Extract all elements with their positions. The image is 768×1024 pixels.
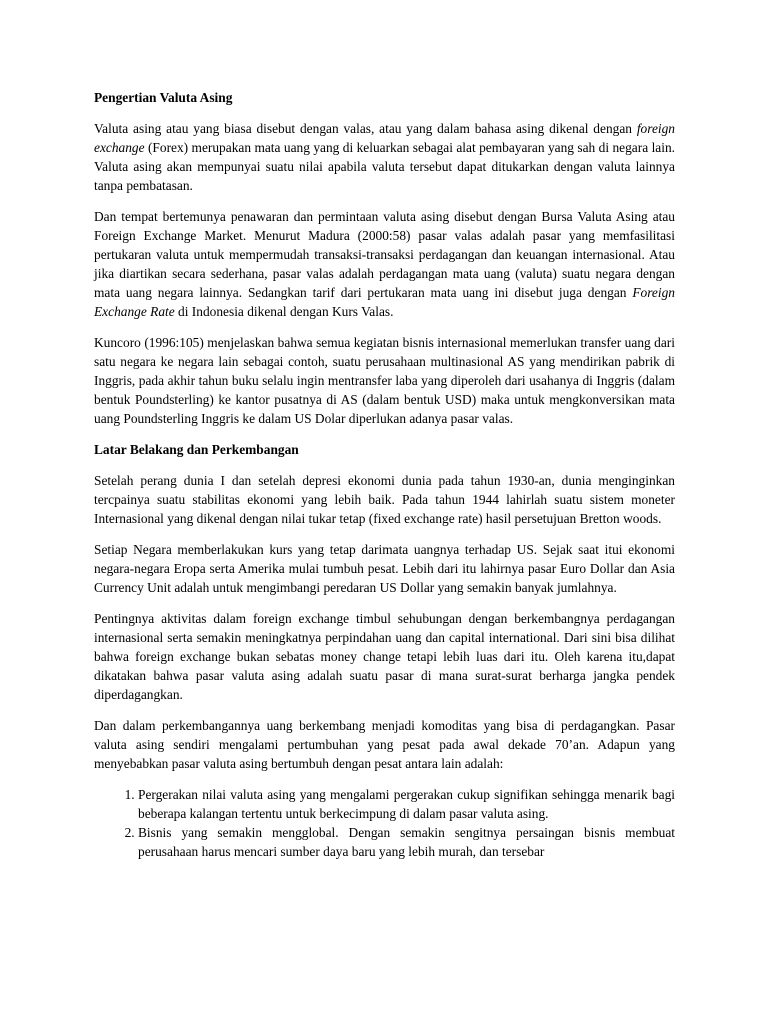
text-run: Latar Belakang dan Perkembangan (94, 442, 299, 457)
text-run: Dan tempat bertemunya penawaran dan permintaan valuta asing disebut dengan Bursa Valuta Asing atau Foreign Exchange Market. Menurut Madura (2000:58) pasar valas adalah pasar yang memfasilitasi pertukaran valuta untuk mempermudah transaksi-transaksi perdagangan dan keuangan internasional. Atau jika diartikan secara sederhana, pasar valas adalah perdagangan mata uang (valuta) suatu negara dengan mata uang negara lainnya. Sedangkan tarif dari pertukaran mata uang ini disebut juga dengan (94, 209, 675, 300)
text-run: Bisnis yang semakin mengglobal. Dengan semakin sengitnya persaingan bisnis membuat perusahaan harus mencari sumber daya baru yang lebih murah, dan tersebar (138, 825, 675, 859)
paragraph (94, 207, 675, 321)
text-run: di Indonesia dikenal dengan Kurs Valas. (174, 304, 394, 319)
paragraph (94, 540, 675, 597)
list-item (138, 823, 675, 861)
list-item (138, 785, 675, 823)
document-content (94, 88, 675, 861)
text-run: Foreign Exchange Rate (94, 285, 675, 319)
numbered-list (94, 785, 675, 861)
section-heading (94, 440, 675, 459)
text-run: Pengertian Valuta Asing (94, 90, 233, 105)
text-run: Setelah perang dunia I dan setelah depresi ekonomi dunia pada tahun 1930-an, dunia menginginkan tercpainya suatu stabilitas ekonomi yang lebih baik. Pada tahun 1944 lahirlah suatu sistem moneter Internasional yang dikenal dengan nilai tukar tetap (fixed exchange rate) hasil persetujuan Bretton woods. (94, 473, 675, 526)
text-run: Pergerakan nilai valuta asing yang mengalami pergerakan cukup signifikan sehingga menarik bagi beberapa kalangan tertentu untuk berkecimpung di dalam pasar valuta asing. (138, 787, 675, 821)
text-run: Pentingnya aktivitas dalam foreign exchange timbul sehubungan dengan berkembangnya perdagangan internasional serta semakin meningkatnya perpindahan uang dan capital international. Dari sini bisa dilihat bahwa foreign exchange bukan sebatas money change tetapi lebih luas dari itu. Oleh karena itu,dapat dikatakan bahwa pasar valuta asing adalah suatu pasar di mana surat-surat berharga jangka pendek diperdagangkan. (94, 611, 675, 702)
paragraph (94, 609, 675, 704)
section-heading (94, 88, 675, 107)
text-run: (Forex) merupakan mata uang yang di keluarkan sebagai alat pembayaran yang sah di negara lain. Valuta asing akan mempunyai suatu nilai apabila valuta tersebut dapat ditukarkan dengan valuta lainnya tanpa pembatasan. (94, 140, 675, 193)
text-run: Dan dalam perkembangannya uang berkembang menjadi komoditas yang bisa di perdagangkan. Pasar valuta asing sendiri mengalami pertumbuhan yang pesat pada awal dekade 70’an. Adapun yang menyebabkan pasar valuta asing bertumbuh dengan pesat antara lain adalah: (94, 718, 675, 771)
paragraph (94, 471, 675, 528)
text-run: Kuncoro (1996:105) menjelaskan bahwa semua kegiatan bisnis internasional memerlukan transfer uang dari satu negara ke negara lain sebagai contoh, suatu perusahaan multinasional AS yang mendirikan pabrik di Inggris, pada akhir tahun buku selalu ingin mentransfer laba yang diperoleh dari usahanya di Inggris (dalam bentuk Poundsterling) ke kantor pusatnya di AS (dalam bentuk USD) maka untuk mengkonversikan mata uang Poundsterling Inggris ke dalam US Dolar diperlukan adanya pasar valas. (94, 335, 675, 426)
paragraph (94, 333, 675, 428)
paragraph (94, 716, 675, 773)
text-run: Setiap Negara memberlakukan kurs yang tetap darimata uangnya terhadap US. Sejak saat itui ekonomi negara-negara Eropa serta Amerika mulai tumbuh pesat. Lebih dari itu lahirnya pasar Euro Dollar dan Asia Currency Unit adalah untuk mengimbangi peredaran US Dollar yang semakin banyak jumlahnya. (94, 542, 675, 595)
text-run: foreign exchange (94, 121, 675, 155)
text-run: Valuta asing atau yang biasa disebut dengan valas, atau yang dalam bahasa asing dikenal dengan (94, 121, 637, 136)
paragraph (94, 119, 675, 195)
